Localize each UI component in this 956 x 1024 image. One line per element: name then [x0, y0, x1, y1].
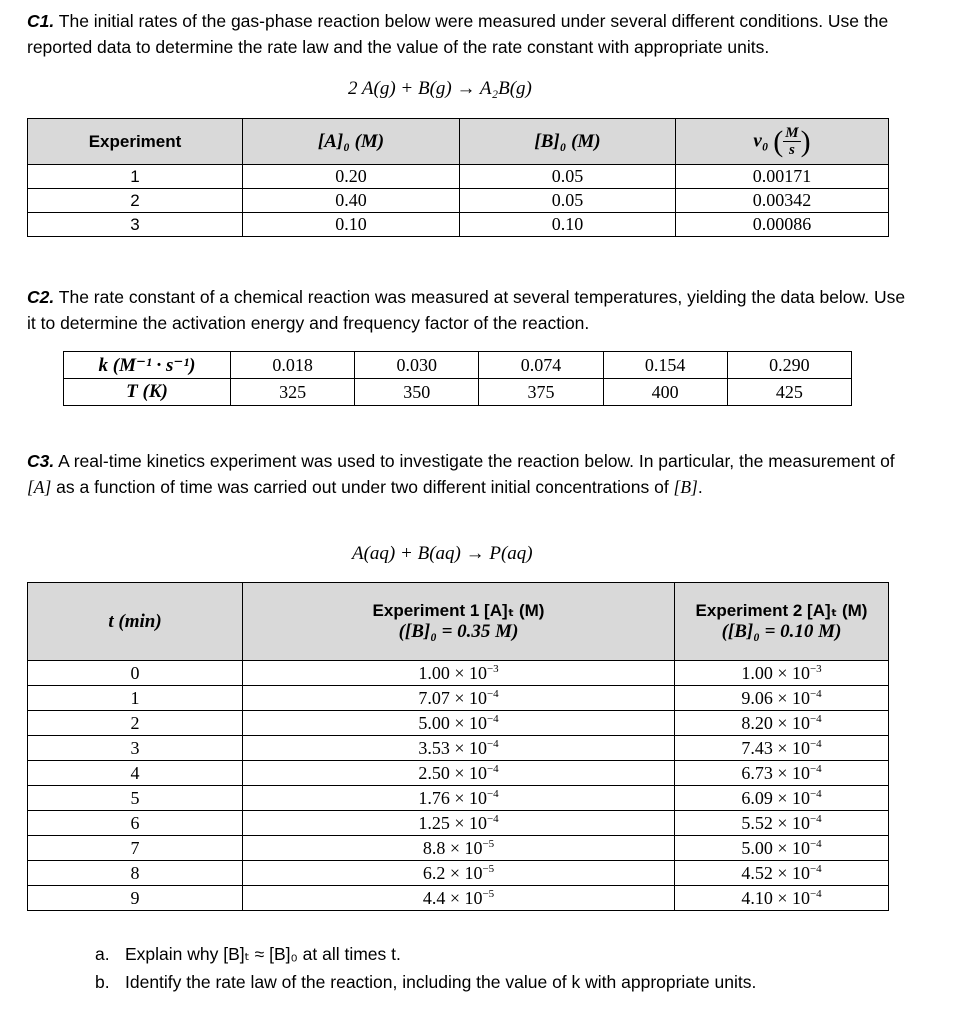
- c1-cell-a0: 0.40: [243, 189, 460, 213]
- table-row: [28, 711, 889, 736]
- c3-exp1-exponent: −4: [486, 687, 499, 700]
- c3-text-mid: as a function of time was carried out under two different initial concentrations of: [51, 477, 674, 497]
- c3-header-t: t (min): [28, 583, 243, 661]
- table-row: [64, 352, 852, 379]
- c3-header-exp2-title: Experiment 2 [A]ₜ (M): [695, 600, 868, 620]
- table-row: [28, 811, 889, 836]
- c1-header-v0: [676, 119, 889, 165]
- c1-v0-unit: [783, 125, 800, 158]
- c3-cell-exp1: [243, 836, 675, 861]
- c3-cell-exp1: [243, 661, 675, 686]
- c1-cell-b0: 0.10: [460, 213, 676, 237]
- c1-header-experiment: Experiment: [28, 119, 243, 165]
- c3-exp1-exponent: −5: [482, 862, 495, 875]
- c3-text-before: A real-time kinetics experiment was used to investigate the reaction below. In particular, the measurement of: [54, 451, 895, 471]
- c3-exp2-exponent: −4: [809, 862, 822, 875]
- c3-cell-exp1: [243, 736, 675, 761]
- c3-exp1-exponent: −4: [486, 812, 499, 825]
- c3-header-exp2: [675, 583, 889, 661]
- c3-cell-exp2: [675, 661, 889, 686]
- c1-equation: 2 A(g) + B(g) → A₂B(g): [348, 78, 532, 99]
- c3-exp1-exponent: −4: [486, 737, 499, 750]
- c3-cell-t: 9: [28, 886, 243, 911]
- c1-cell-b0: 0.05: [460, 189, 676, 213]
- c1-cell-v0: 0.00171: [676, 165, 889, 189]
- c3-equation: A(aq) + B(aq) → P(aq): [352, 543, 533, 564]
- c3-text-a: [A]: [27, 477, 52, 497]
- c2-k-value: 0.290: [727, 352, 851, 379]
- c1-cell-a0: 0.20: [243, 165, 460, 189]
- c3-exp1-mantissa: 5.00 × 10: [418, 712, 487, 733]
- c3-table-body: [28, 661, 889, 911]
- c2-k-value: 0.154: [603, 352, 727, 379]
- c3-exp2-mantissa: 4.10 × 10: [741, 887, 810, 908]
- c3-cell-exp2: [675, 736, 889, 761]
- c3-exp2-mantissa: 4.52 × 10: [741, 862, 810, 883]
- c3-cell-exp2: [675, 711, 889, 736]
- c3-table: [27, 582, 889, 911]
- c1-cell-b0: 0.05: [460, 165, 676, 189]
- c1-cell-exp: 3: [28, 213, 243, 237]
- c3-exp1-exponent: −5: [482, 837, 495, 850]
- c3-cell-exp2: [675, 861, 889, 886]
- c3-exp1-mantissa: 1.76 × 10: [418, 787, 487, 808]
- c3-cell-t: 8: [28, 861, 243, 886]
- c3-cell-exp1: [243, 711, 675, 736]
- question-text: Explain why [B]ₜ ≈ [B]₀ at all times t.: [125, 944, 401, 964]
- c3-exp1-exponent: −4: [486, 787, 499, 800]
- table-row: [28, 786, 889, 811]
- c3-exp1-mantissa: 1.00 × 10: [418, 662, 487, 683]
- c3-exp2-mantissa: 8.20 × 10: [741, 712, 810, 733]
- table-row: [28, 736, 889, 761]
- c1-header-v0-symbol: v₀: [753, 129, 769, 151]
- c3-questions: [95, 940, 756, 996]
- c1-cell-v0: 0.00342: [676, 189, 889, 213]
- c1-label: C1.: [27, 11, 55, 31]
- c3-exp1-exponent: −4: [486, 762, 499, 775]
- c3-cell-exp2: [675, 761, 889, 786]
- c3-cell-t: 2: [28, 711, 243, 736]
- c3-exp2-exponent: −4: [809, 687, 822, 700]
- c2-prompt: [27, 284, 907, 336]
- c3-header-exp1-title: Experiment 1 [A]ₜ (M): [372, 600, 545, 620]
- table-row: [28, 761, 889, 786]
- c3-exp2-exponent: −4: [809, 737, 822, 750]
- c3-exp2-mantissa: 1.00 × 10: [741, 662, 810, 683]
- c3-cell-t: 0: [28, 661, 243, 686]
- c3-cell-t: 5: [28, 786, 243, 811]
- c3-cell-exp2: [675, 836, 889, 861]
- c3-exp2-mantissa: 9.06 × 10: [741, 687, 810, 708]
- c3-cell-exp2: [675, 811, 889, 836]
- c1-cell-exp: 1: [28, 165, 243, 189]
- c3-cell-exp1: [243, 886, 675, 911]
- c3-text-end: .: [697, 477, 703, 497]
- c3-exp2-mantissa: 5.00 × 10: [741, 837, 810, 858]
- c2-t-value: 325: [231, 379, 355, 406]
- c3-text-b: [B]: [673, 477, 698, 497]
- c3-exp2-exponent: −4: [809, 712, 822, 725]
- c3-exp2-mantissa: 5.52 × 10: [741, 812, 810, 833]
- question-label: b.: [95, 972, 110, 992]
- c3-exp1-exponent: −5: [482, 887, 495, 900]
- table-row: [28, 836, 889, 861]
- c3-exp2-exponent: −4: [809, 837, 822, 850]
- c3-cell-t: 1: [28, 686, 243, 711]
- table-row: [28, 861, 889, 886]
- c3-exp2-exponent: −3: [809, 662, 822, 675]
- c3-exp2-exponent: −4: [809, 812, 822, 825]
- c2-t-value: 375: [479, 379, 603, 406]
- c1-header-b0: [B]₀ (M): [460, 119, 676, 165]
- c3-exp2-mantissa: 6.09 × 10: [741, 787, 810, 808]
- c3-cell-t: 3: [28, 736, 243, 761]
- c3-exp1-mantissa: 8.8 × 10: [422, 837, 483, 858]
- c3-cell-exp2: [675, 886, 889, 911]
- table-row: [28, 165, 889, 189]
- c3-header-exp2-cond: ([B]₀ = 0.10 M): [721, 620, 842, 642]
- c1-cell-exp: 2: [28, 189, 243, 213]
- list-item: [95, 968, 756, 996]
- c3-cell-t: 4: [28, 761, 243, 786]
- c3-cell-exp1: [243, 686, 675, 711]
- table-row: [64, 379, 852, 406]
- c2-k-value: 0.018: [231, 352, 355, 379]
- c3-exp1-mantissa: 2.50 × 10: [418, 762, 487, 783]
- c1-open-paren: (: [773, 124, 784, 158]
- c1-cell-v0: 0.00086: [676, 213, 889, 237]
- c1-text: The initial rates of the gas-phase reaction below were measured under several different conditions. Use the reported data to determine the rate law and the value of the rate constant with appropriate units.: [27, 11, 889, 57]
- c3-cell-t: 6: [28, 811, 243, 836]
- c2-t-value: 400: [603, 379, 727, 406]
- c3-header-exp1: [243, 583, 675, 661]
- c2-t-value: 350: [355, 379, 479, 406]
- c3-cell-exp1: [243, 861, 675, 886]
- list-item: [95, 940, 756, 968]
- c3-exp2-exponent: −4: [809, 887, 822, 900]
- c2-k-value: 0.030: [355, 352, 479, 379]
- c3-cell-exp1: [243, 786, 675, 811]
- question-label: a.: [95, 944, 110, 964]
- c2-k-value: 0.074: [479, 352, 603, 379]
- c2-table: [63, 351, 852, 406]
- c3-exp1-mantissa: 6.2 × 10: [422, 862, 483, 883]
- c2-label: C2.: [27, 287, 55, 307]
- c3-label: C3.: [27, 451, 55, 471]
- c3-cell-exp1: [243, 811, 675, 836]
- c2-row-k-label: k (M⁻¹ · s⁻¹): [64, 352, 231, 379]
- c3-exp1-exponent: −4: [486, 712, 499, 725]
- c3-cell-exp1: [243, 761, 675, 786]
- c3-exp1-mantissa: 3.53 × 10: [418, 737, 487, 758]
- table-row: [28, 213, 889, 237]
- c3-prompt: [27, 448, 907, 500]
- table-row: [28, 686, 889, 711]
- c3-exp2-mantissa: 6.73 × 10: [741, 762, 810, 783]
- c2-row-t-label: T (K): [64, 379, 231, 406]
- c3-exp2-exponent: −4: [809, 762, 822, 775]
- table-row: [28, 189, 889, 213]
- c1-v0-unit-num: M: [785, 125, 799, 141]
- c3-exp1-mantissa: 1.25 × 10: [418, 812, 487, 833]
- c2-text: The rate constant of a chemical reaction was measured at several temperatures, yielding the data below. Use it to determine the activation energy and frequency factor of the reaction.: [27, 287, 906, 333]
- question-text: Identify the rate law of the reaction, including the value of k with appropriate units.: [125, 972, 757, 992]
- c1-table: [27, 118, 889, 237]
- c1-prompt: [27, 8, 907, 60]
- c1-cell-a0: 0.10: [243, 213, 460, 237]
- table-row: [28, 661, 889, 686]
- table-row: [28, 886, 889, 911]
- c1-header-a0: [A]₀ (M): [243, 119, 460, 165]
- c3-header-exp1-cond: ([B]₀ = 0.35 M): [398, 620, 519, 642]
- c3-exp1-mantissa: 7.07 × 10: [418, 687, 487, 708]
- c1-v0-unit-den: s: [788, 142, 795, 158]
- c3-exp1-mantissa: 4.4 × 10: [422, 887, 483, 908]
- c3-exp2-mantissa: 7.43 × 10: [741, 737, 810, 758]
- c1-close-paren: ): [800, 124, 811, 158]
- c3-exp2-exponent: −4: [809, 787, 822, 800]
- c2-t-value: 425: [727, 379, 851, 406]
- c3-cell-exp2: [675, 686, 889, 711]
- c3-cell-exp2: [675, 786, 889, 811]
- c3-cell-t: 7: [28, 836, 243, 861]
- c3-exp1-exponent: −3: [486, 662, 499, 675]
